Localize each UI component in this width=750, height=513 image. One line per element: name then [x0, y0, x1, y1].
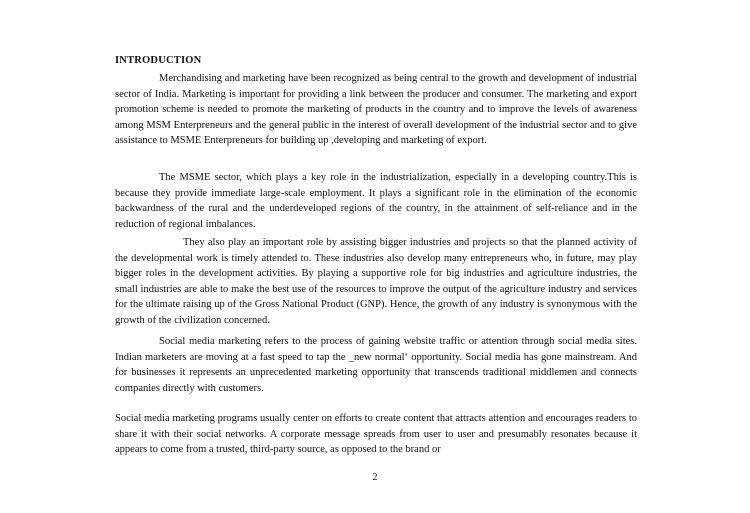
paragraph-bigger-industries: They also play an important role by assisting bigger industries and projects so that the planned activity of the developmental work is timely attended to. These industries also develop many entrepreneurs who, in future, may play bigger roles in the development activities. By playing a supportive role for big industries and agriculture industries, the small industries are able to make the best use of the resources to improve the output of the agriculture industry and services for the ultimate raising up of the Gross National Product (GNP). Hence, the growth of any industry is synonymous with the growth of the civilization concerned. — [115, 237, 637, 326]
paragraph-social-media-programs: Social media marketing programs usually center on efforts to create content that attracts attention and encourages readers to share it with their social networks. A corporate message spreads from user to user and presumably resonates because it appears to come from a trusted, third-party source, as opposed to the brand or — [115, 413, 637, 456]
paragraph-msme-sector: The MSME sector, which plays a key role in the industrialization, especially in a developing country.This is because they provide immediate large-scale employment. It plays a significant role in the elimination of the economic backwardness of the rural and the underdeveloped regions of the country, in the attainment of self-reliance and in the reduction of regional imbalances. — [115, 172, 637, 230]
section-heading: INTRODUCTION — [115, 55, 202, 66]
page-number: 2 — [372, 472, 378, 483]
paragraph-merchandising: Merchandising and marketing have been recognized as being central to the growth and development of industrial sector of India. Marketing is important for providing a link between the producer and consumer. The marketing and export promotion scheme is needed to promote the marketing of products in the country and to improve the levels of awareness among MSM Enterpreneurs and the general public in the interest of overall development of the industrial sector and to give assistance to MSME Enterpreneurs for building up ,developing and marketing of export. — [115, 73, 637, 147]
paragraph-social-media-marketing: Social media marketing refers to the process of gaining website traffic or attention through social media sites. Indian marketers are moving at a fast speed to tap the _new normal‘ opportunity. Social media has gone mainstream. And for businesses it represents an unprecedented marketing opportunity that transcends traditional middlemen and connects companies directly with customers. — [115, 336, 637, 394]
